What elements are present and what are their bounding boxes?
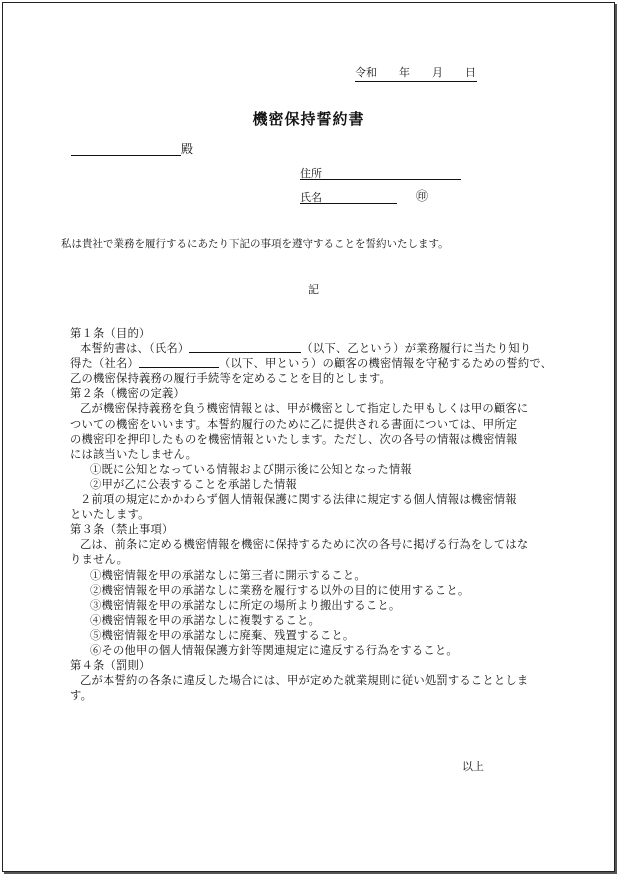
article-1-text: （以下、乙という）が業務履行に当たり知り [301,342,532,356]
article-2-line: といたします。 [70,508,150,522]
article-1-text: （以下、甲という）の顧客の機密情報を守秘するための誓約で、 [218,357,553,371]
addressee-honorific: 殿 [181,142,194,156]
ki-heading: 記 [308,283,319,296]
date-line: 令和 年 月 日 [355,64,477,82]
document-page [2,2,615,872]
pledge-statement: 私は貴社で業務を履行するにあたり下記の事項を遵守することを誓約いたします。 [61,238,449,250]
article-1-text: 得た（社名） [70,357,139,371]
article-4-heading: 第４条（罰則） [70,659,151,673]
article-2-heading: 第２条（機密の定義） [70,387,185,401]
addressee-blank [71,154,181,156]
article-1-line [70,341,566,356]
article-1-line: 乙の機密保持義務の履行手続等を定めることを目的とします。 [70,372,392,386]
name-blank [300,202,397,204]
article-3-line: 乙は、前条に定める機密情報を機密に保持するために次の各号に掲げる行為をしてはな [80,538,529,552]
name-fill-blank [189,341,301,353]
article-3-item: ③機密情報を甲の承諾なしに所定の場所より搬出すること。 [90,598,401,612]
article-1-text: 本誓約書は、（氏名） [80,342,190,356]
name-label: 氏名 [300,191,322,204]
article-3-item: ②機密情報を甲の承諾なしに業務を履行する以外の目的に使用すること。 [90,583,470,597]
article-3-heading: 第３条（禁止事項） [70,523,174,537]
article-3-item: ⑥その他甲の個人情報保護方針等関連規定に違反する行為をすること。 [90,643,458,657]
article-3-item: ⑤機密情報を甲の承諾なしに廃棄、残置すること。 [90,628,355,642]
article-2-item: ①既に公知となっている情報および開示後に公知となった情報 [90,462,412,476]
article-2-line: の機密印を押印したものを機密情報といたします。ただし、次の各号の情報は機密情報 [70,432,518,446]
article-3-item: ④機密情報を甲の承諾なしに複製すること。 [90,613,320,627]
articles-body [70,326,566,703]
article-3-line: りません。 [70,553,129,567]
article-2-line: には該当いたしません。 [70,447,198,461]
article-4-line: す。 [70,689,93,703]
company-fill-blank [139,356,219,368]
article-2-line: ２前項の規定にかかわらず個人情報保護に関する法律に規定する個人情報は機密情報 [80,493,517,507]
address-blank [300,178,461,180]
article-2-item: ②甲が乙に公表することを承諾した情報 [90,477,297,491]
document-title: 機密保持誓約書 [252,110,365,128]
article-3-item: ①機密情報を甲の承諾なしに第三者に開示すること。 [90,568,366,582]
article-2-line: ついての機密をいいます。本誓約履行のために乙に提供される書面については、甲所定 [70,417,518,431]
article-1-heading: 第１条（目的） [70,327,151,340]
article-4-line: 乙が本誓約の各条に違反した場合には、甲が定めた就業規則に従い処罰することとしま [80,674,529,688]
seal-mark: ㊞ [416,189,429,203]
address-label: 住所 [300,167,322,180]
article-1-line [70,356,566,371]
closing-mark: 以上 [462,760,484,773]
article-2-line: 乙が機密保持義務を負う機密情報とは、甲が機密として指定した甲もしくは甲の顧客に [80,402,529,416]
